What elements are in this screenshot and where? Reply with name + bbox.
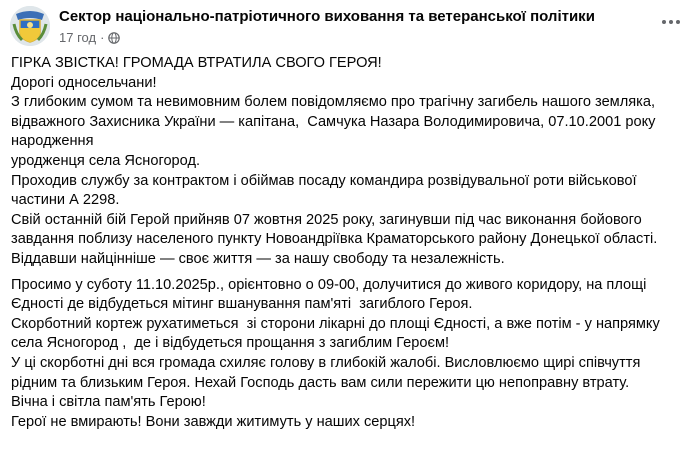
post-line: уродженця села Ясногород. xyxy=(11,152,201,169)
post-meta xyxy=(59,30,120,45)
meta-separator: · xyxy=(100,30,105,45)
globe-icon[interactable] xyxy=(108,32,120,44)
post-line: Віддавши найцінніше — своє життя — за нашу свободу та незалежність. xyxy=(11,250,505,267)
post-timestamp[interactable]: 17 год xyxy=(59,30,97,45)
post-line: У ці скорботні дні вся громада схиляє голову в глибокій жалобі. Висловлюємо щирі співчуття xyxy=(11,354,641,371)
post-line: Свій останній бій Герой прийняв 07 жовтня 2025 року, загинувши під час виконання бойового xyxy=(11,211,642,228)
post-line: села Ясногород , де і відбудеться прощання з загиблим Героєм! xyxy=(11,335,450,352)
post-line: відважного Захисника України — капітана, Самчука Назара Володимировича, 07.10.2001 року xyxy=(11,113,656,130)
post-line: ГІРКА ЗВІСТКА! ГРОМАДА ВТРАТИЛА СВОГО ГЕРОЯ! xyxy=(11,55,382,71)
post-line: народження xyxy=(11,133,94,150)
page-avatar[interactable] xyxy=(10,6,50,46)
post-line: Просимо у суботу 11.10.2025р., орієнтовно о 09-00, долучитися до живого коридору, на площі xyxy=(11,276,647,293)
more-horizontal-icon xyxy=(669,20,673,24)
post-line: частини А 2298. xyxy=(11,192,120,209)
post-line: Скорботний кортеж рухатиметься зі сторони лікарні до площі Єдності, а вже потім - у напрямку xyxy=(11,315,660,332)
more-options-button[interactable] xyxy=(657,10,685,34)
post-header xyxy=(8,6,689,48)
post-line: Вічна і світла пам'ять Герою! xyxy=(11,394,206,411)
more-horizontal-icon xyxy=(676,20,680,24)
post-line: З глибоким сумом та невимовним болем повідомляємо про трагічну загибель нашого земляка, xyxy=(11,94,656,111)
post-message xyxy=(11,54,687,432)
coat-of-arms-icon xyxy=(10,6,50,46)
more-horizontal-icon xyxy=(662,20,666,24)
post-line: завдання поблизу населеного пункту Новоандріївка Краматорського району Донецької області. xyxy=(11,231,658,248)
post-line: рідним та близьким Героя. Нехай Господь дасть вам сили пережити цю непоправну втрату. xyxy=(11,374,630,391)
page-name-link[interactable]: Сектор національно-патріотичного виховання та ветеранської політики xyxy=(59,8,595,25)
post-line: Дорогі односельчани! xyxy=(11,74,157,91)
post-line: Герої не вмирають! Вони завжди житимуть у наших серцях! xyxy=(11,413,416,430)
post-line: Проходив службу за контрактом і обіймав посаду командира розвідувальної роти військової xyxy=(11,172,637,189)
post-line: Єдності де відбудеться мітинг вшанування пам'яті загиблого Героя. xyxy=(11,296,473,313)
